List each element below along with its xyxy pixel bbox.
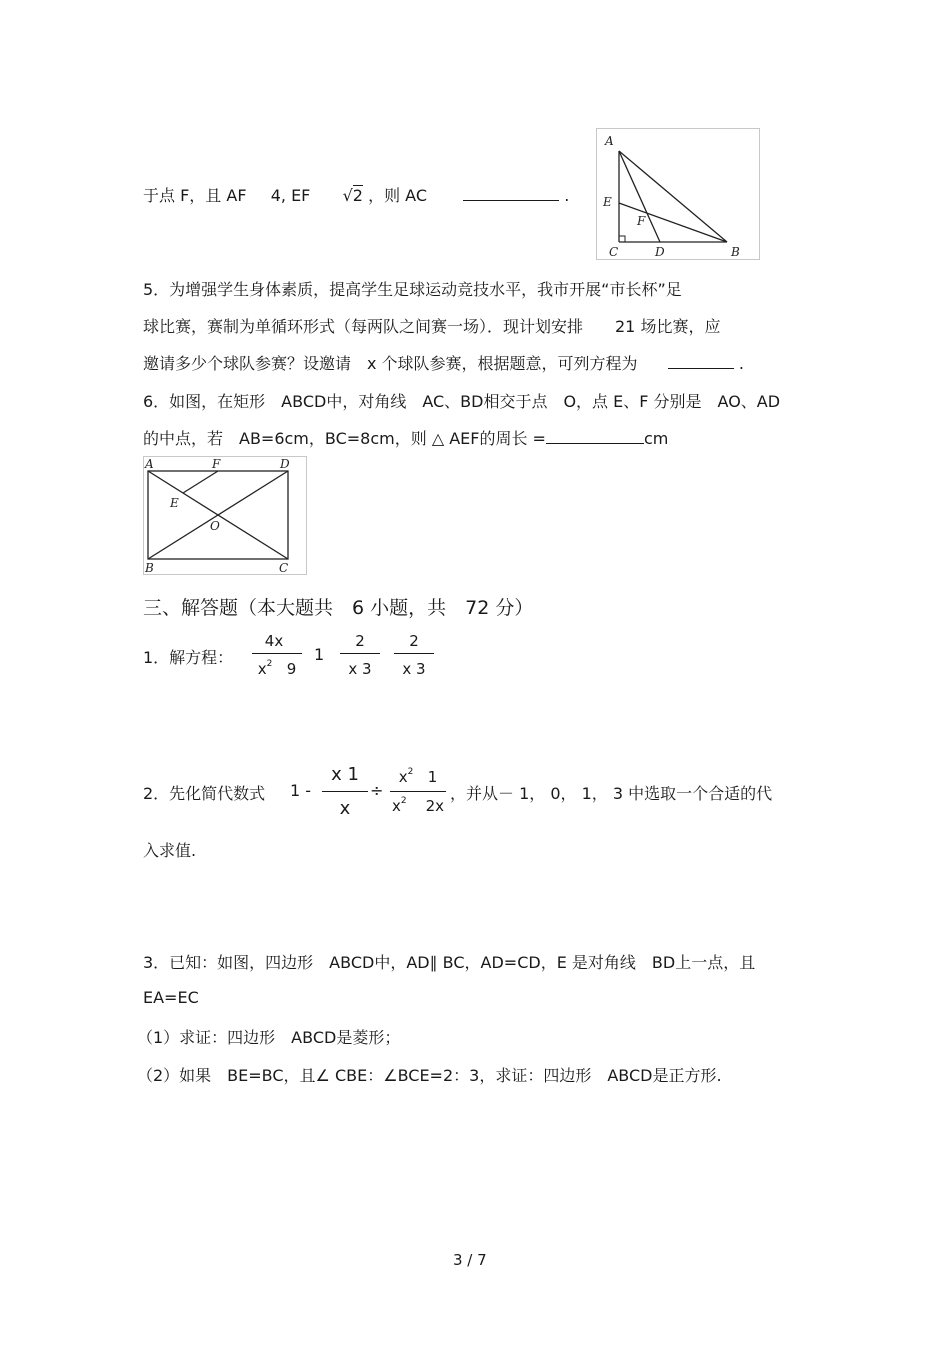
sqrt-expression xyxy=(343,186,363,205)
q4-text-b: 4, EF xyxy=(270,186,311,205)
sqrt-sign: √ xyxy=(342,186,353,205)
label-e: E xyxy=(603,195,612,209)
s1-frac2-bar xyxy=(340,653,380,654)
answer-blank-q4[interactable] xyxy=(463,186,559,201)
s2-frac1-bar xyxy=(322,791,368,792)
label-a: A xyxy=(145,457,154,471)
label-a: A xyxy=(605,134,614,148)
s3-line4: （2）如果 BE=BC，且∠ CBE：∠BCE=2：3，求证：四边形 ABCD是正方形. xyxy=(137,1066,722,1085)
label-c: C xyxy=(609,245,619,259)
segment-ad xyxy=(619,151,660,242)
q5-line1: 5．为增强学生身体素质，提高学生足球运动竞技水平，我市开展“市长杯”足 xyxy=(143,280,682,299)
label-d: D xyxy=(655,245,665,259)
label-c: C xyxy=(279,561,289,574)
s1-frac2-num: 2 xyxy=(355,632,365,650)
triangle-diagram xyxy=(597,129,759,259)
q4-text-c: ，则 AC xyxy=(368,186,427,205)
s2-frac1-num: x 1 xyxy=(331,764,359,785)
s2-frac2-den: $x^2$ 2x xyxy=(391,796,445,815)
s2-frac2-bar xyxy=(390,791,446,792)
s1-one: 1 xyxy=(314,645,325,664)
segment-eb xyxy=(619,203,727,242)
page-number: 3 / 7 xyxy=(453,1251,487,1269)
rectangle-diagram xyxy=(144,457,306,574)
s3-line2: EA=EC xyxy=(143,988,199,1007)
q4-end: . xyxy=(564,186,570,205)
s1-frac1-bar xyxy=(252,653,302,654)
s3-line1: 3．已知：如图，四边形 ABCD中，AD∥ BC，AD=CD，E 是对角线 BD上一点，且 xyxy=(143,953,756,972)
q6-line2-end: cm xyxy=(643,429,669,448)
label-d: D xyxy=(280,457,290,471)
label-f: F xyxy=(637,214,646,228)
q6-line1: 6．如图，在矩形 ABCD中，对角线 AC、BD相交于点 O，点 E、F 分别是 AO、AD xyxy=(143,392,781,411)
s1-frac3-bar xyxy=(394,653,434,654)
segment-ab xyxy=(619,151,727,242)
q6-line2 xyxy=(143,426,668,449)
right-angle-mark xyxy=(619,236,625,242)
sqrt-radicand: 2 xyxy=(352,186,363,205)
q5-line3-end: . xyxy=(738,354,744,373)
q5-line3-text: 邀请多少个球队参赛？设邀请 x 个球队参赛，根据题意，可列方程为 xyxy=(143,354,638,373)
q5-line2: 球比赛，赛制为单循环形式（每两队之间赛一场）．现计划安排 21 场比赛，应 xyxy=(143,317,721,336)
q5-line3 xyxy=(143,351,744,374)
segment-ef xyxy=(183,471,218,493)
triangle-figure xyxy=(596,128,760,260)
s1-frac1-den: $x^2$ 9 xyxy=(257,659,297,678)
s1-label: 1．解方程： xyxy=(143,648,234,667)
s1-frac2-den: x 3 xyxy=(348,660,372,678)
s2-tail: ，并从－ 1， 0， 1， 3 中选取一个合适的代 xyxy=(450,784,773,803)
answer-blank-q5[interactable] xyxy=(668,354,734,369)
rectangle-figure xyxy=(143,456,307,575)
s2-divide-sign: ÷ xyxy=(370,781,384,800)
s1-frac1-num: 4x xyxy=(264,632,284,650)
label-e: E xyxy=(170,496,179,510)
s2-label: 2．先化简代数式 xyxy=(143,784,266,803)
s1-frac3-den: x 3 xyxy=(402,660,426,678)
s2-line2: 入求值. xyxy=(143,841,197,860)
s2-frac2-num: $x^2$ 1 xyxy=(398,767,438,786)
s1-frac3-num: 2 xyxy=(409,632,419,650)
s2-one-minus: 1 - xyxy=(290,781,312,800)
label-b: B xyxy=(145,561,154,574)
q4-tail xyxy=(143,183,569,206)
label-f: F xyxy=(212,457,221,471)
s3-line3: （1）求证：四边形 ABCD是菱形； xyxy=(137,1028,401,1047)
section-title: 三、解答题（本大题共 6 小题，共 72 分） xyxy=(143,597,534,619)
s2-frac1-den: x xyxy=(339,798,351,819)
answer-blank-q6[interactable] xyxy=(546,429,644,444)
label-o: O xyxy=(210,519,220,533)
q6-line2-text: 的中点，若 AB=6cm，BC=8cm，则 △ AEF的周长 = xyxy=(143,429,546,448)
q4-text-a: 于点 F，且 AF xyxy=(143,186,247,205)
label-b: B xyxy=(731,245,740,259)
